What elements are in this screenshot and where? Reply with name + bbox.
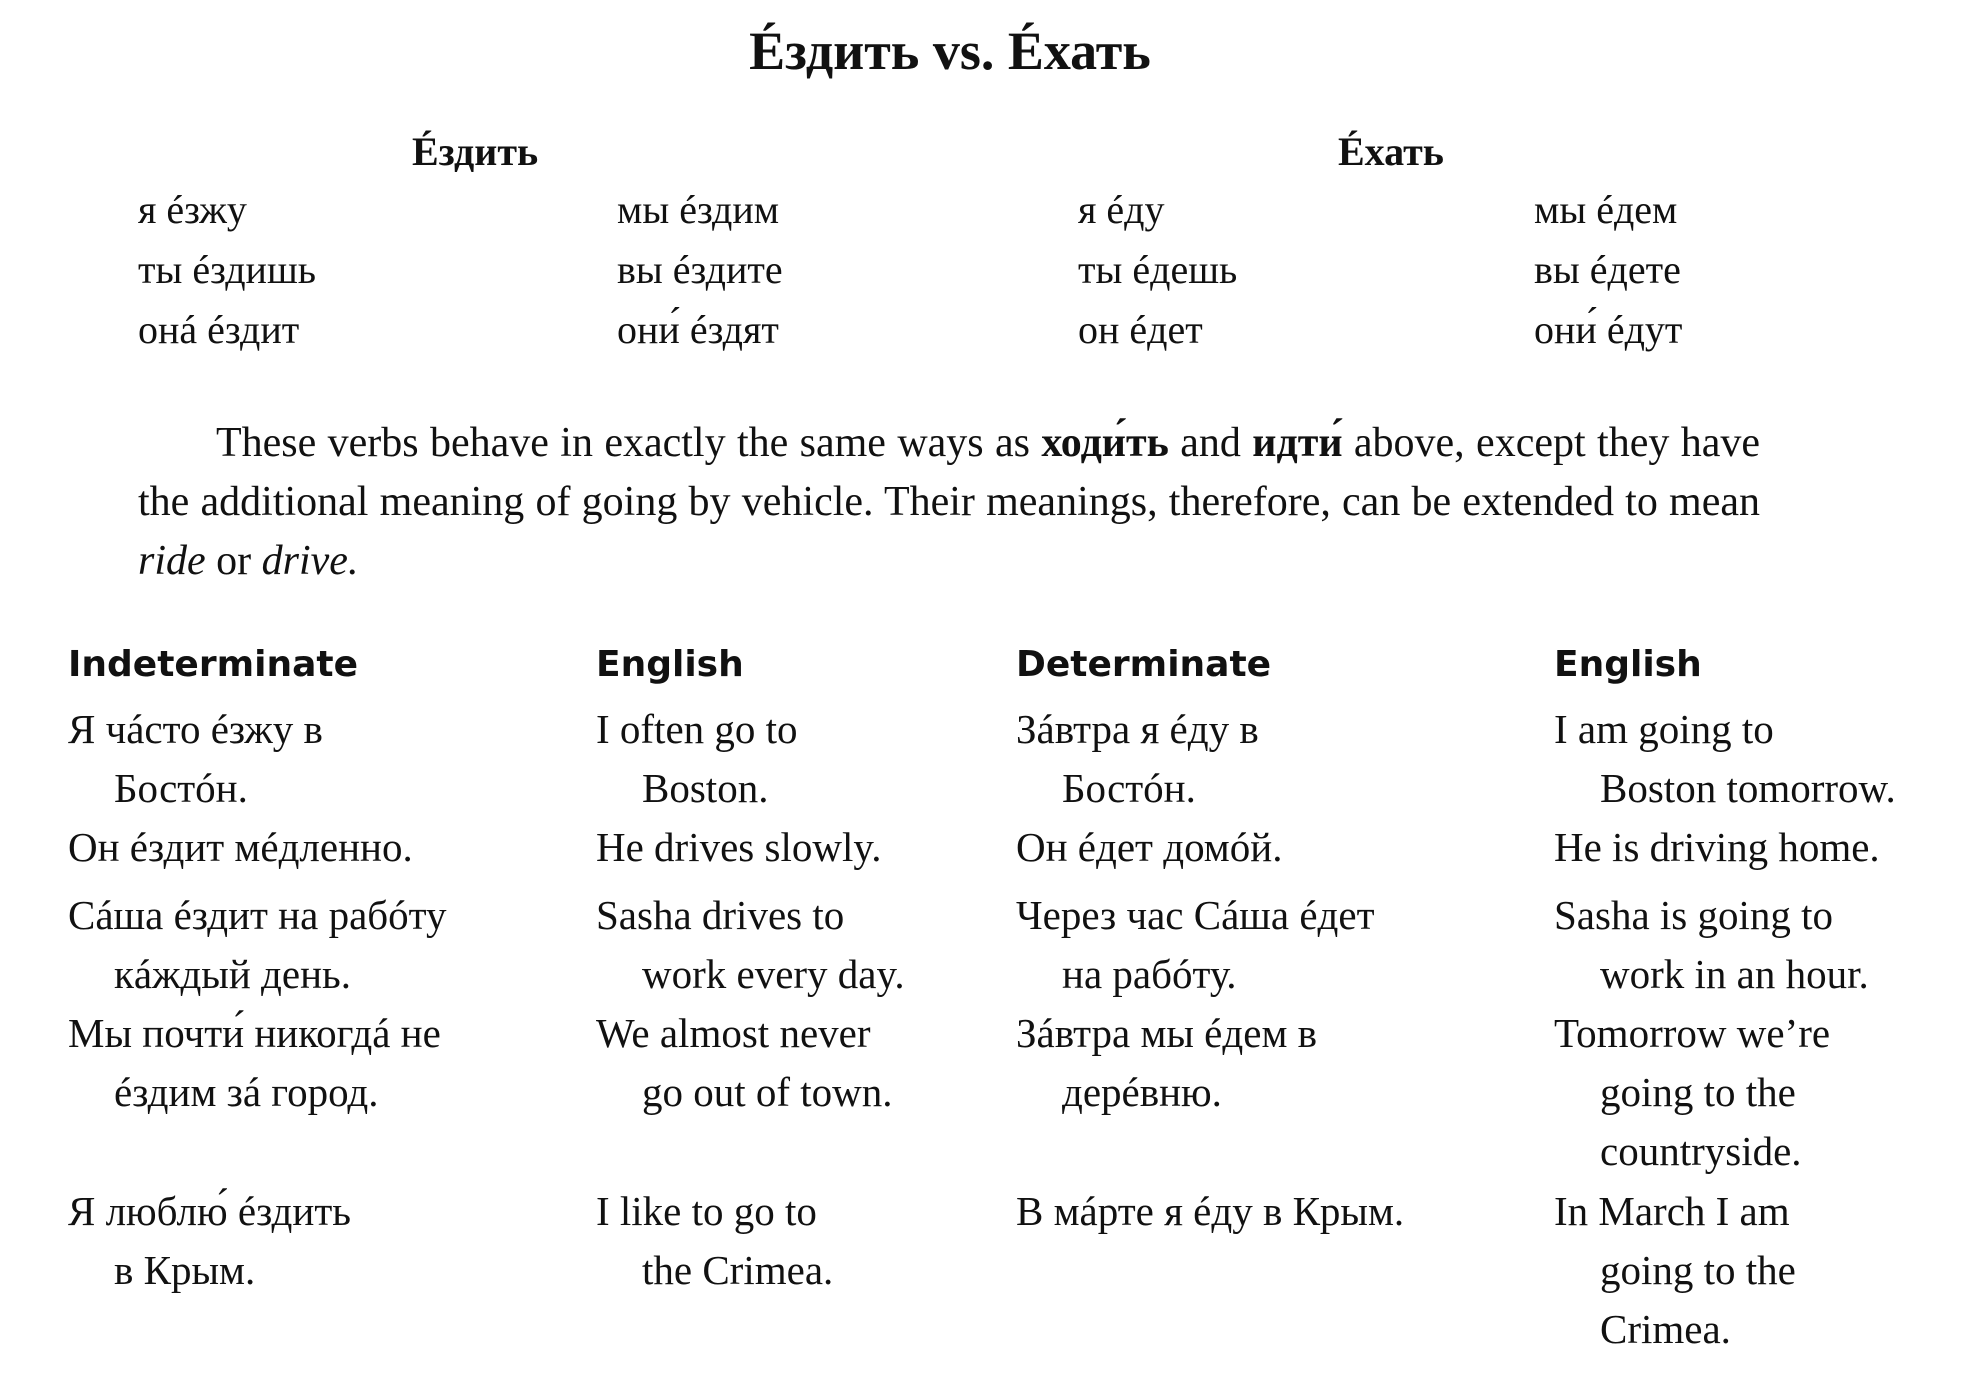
table-cell-indeterminate — [68, 886, 447, 1004]
cell-line: на рабóту. — [1062, 951, 1237, 997]
cell-line: going to the — [1600, 1069, 1796, 1115]
cell-line: work in an hour. — [1600, 951, 1869, 997]
ezdit-plural-list — [617, 180, 783, 360]
table-cell-english — [1554, 818, 1880, 877]
table-cell-indeterminate — [68, 1004, 441, 1122]
paragraph-text: and — [1168, 420, 1253, 466]
conjugation-form: вы éдете — [1534, 247, 1681, 292]
cell-line: In March I am — [1554, 1188, 1790, 1234]
column-header-english: English — [1554, 644, 1702, 685]
table-cell-determinate — [1016, 886, 1375, 1004]
cell-line: the Crimea. — [642, 1247, 834, 1293]
cell-line: Он éдет домóй. — [1016, 824, 1283, 870]
table-cell-determinate — [1016, 700, 1259, 818]
cell-line: countryside. — [1600, 1128, 1802, 1174]
paragraph-text: These verbs behave in exactly the same ways as — [216, 420, 1042, 466]
cell-line: Зáвтра мы éдем в — [1016, 1010, 1317, 1056]
table-cell-english — [1554, 1182, 1796, 1359]
column-header-determinate: Determinate — [1016, 644, 1272, 685]
table-cell-indeterminate — [68, 1182, 351, 1300]
cell-line: Зáвтра я éду в — [1016, 706, 1259, 752]
cell-line: Мы почти́ никогдá не — [68, 1010, 441, 1056]
cell-line: go out of town. — [642, 1069, 893, 1115]
word-drive: drive. — [261, 538, 359, 584]
table-cell-determinate — [1016, 1004, 1317, 1122]
cell-line: I am going to — [1554, 706, 1774, 752]
cell-line: Я чáсто éзжу в — [68, 706, 323, 752]
conjugation-form: ты éздишь — [138, 247, 316, 292]
conjugation-form: они́ éздят — [617, 307, 779, 352]
ekhat-singular-list — [1078, 180, 1237, 360]
cell-line: Crimea. — [1600, 1306, 1731, 1352]
ekhat-heading: Éхать — [1338, 129, 1444, 174]
cell-line: We almost never — [596, 1010, 871, 1056]
cell-line: Сáша éздит на рабóту — [68, 892, 447, 938]
table-cell-indeterminate — [68, 700, 323, 818]
cell-line: éздим зá город. — [114, 1069, 379, 1115]
cell-line: Boston. — [642, 765, 769, 811]
cell-line: He drives slowly. — [596, 824, 882, 870]
conjugation-form: онá éздит — [138, 307, 300, 352]
verb-idti: идти́ — [1252, 420, 1343, 466]
conjugation-form: мы éздим — [617, 187, 780, 232]
cell-line: дерéвню. — [1062, 1069, 1222, 1115]
table-cell-english — [1554, 700, 1896, 818]
cell-line: Бостóн. — [114, 765, 248, 811]
conjugation-form: они́ éдут — [1534, 307, 1683, 352]
cell-line: Я люблю́ éздить — [68, 1188, 351, 1234]
cell-line: Sasha drives to — [596, 892, 845, 938]
table-cell-english — [1554, 886, 1869, 1004]
table-cell-determinate — [1016, 818, 1282, 877]
table-cell-english — [596, 700, 798, 818]
cell-line: going to the — [1600, 1247, 1796, 1293]
cell-line: Boston tomorrow. — [1600, 765, 1896, 811]
cell-line: Через час Сáша éдет — [1016, 892, 1375, 938]
table-cell-english — [596, 818, 881, 877]
cell-line: I often go to — [596, 706, 798, 752]
table-cell-determinate — [1016, 1182, 1404, 1241]
cell-line: Бостóн. — [1062, 765, 1196, 811]
page-title: Éздить vs. Éхать — [749, 21, 1151, 81]
paragraph-text: or — [205, 538, 262, 584]
word-ride: ride — [138, 538, 206, 584]
cell-line: Tomorrow we’re — [1554, 1010, 1831, 1056]
conjugation-form: вы éздите — [617, 247, 783, 292]
conjugation-form: я éзжу — [138, 187, 247, 232]
conjugation-form: ты éдешь — [1078, 247, 1238, 292]
table-cell-english — [596, 1004, 893, 1122]
table-cell-indeterminate — [68, 818, 413, 877]
conjugation-form: я éду — [1078, 187, 1165, 232]
ezdit-singular-list — [138, 180, 316, 360]
cell-line: Sasha is going to — [1554, 892, 1834, 938]
cell-line: He is driving home. — [1554, 824, 1880, 870]
column-header-indeterminate: Indeterminate — [68, 644, 358, 685]
paragraph-text: above, except they have the additional meaning of going by vehicle. Their meanings, therefore, can be extended to mean — [138, 420, 1760, 525]
cell-line: В мáрте я éду в Крым. — [1016, 1188, 1405, 1234]
explanation-paragraph — [138, 414, 1760, 591]
cell-line: work every day. — [642, 951, 905, 997]
cell-line: кáждый день. — [114, 951, 351, 997]
conjugation-form: мы éдем — [1534, 187, 1678, 232]
ezdit-heading: Éздить — [412, 129, 539, 174]
verb-khodit: ходи́ть — [1041, 420, 1169, 466]
column-header-english: English — [596, 644, 744, 685]
cell-line: Он éздит мéдленно. — [68, 824, 413, 870]
table-cell-english — [1554, 1004, 1830, 1181]
table-cell-english — [596, 1182, 833, 1300]
table-cell-english — [596, 886, 905, 1004]
conjugation-form: он éдет — [1078, 307, 1203, 352]
cell-line: I like to go to — [596, 1188, 817, 1234]
ekhat-plural-list — [1534, 180, 1682, 360]
cell-line: в Крым. — [114, 1247, 256, 1293]
